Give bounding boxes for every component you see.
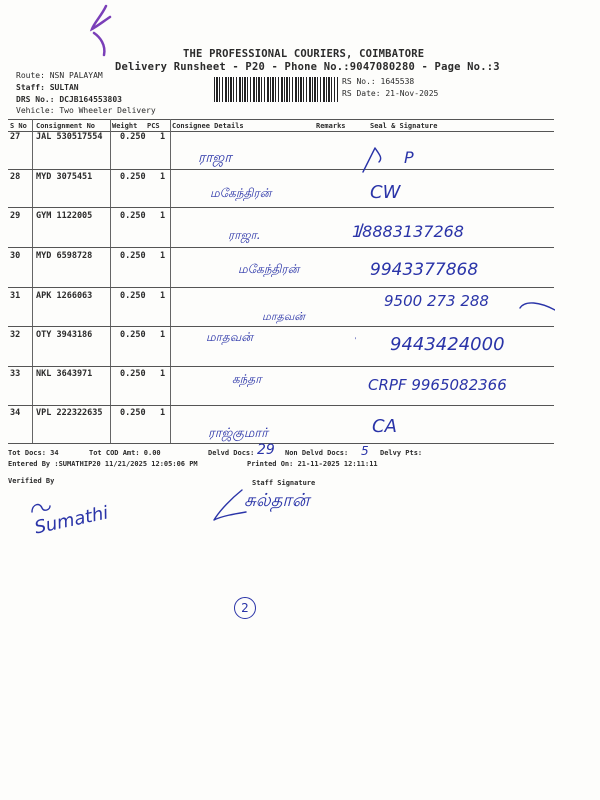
non-delivered-docs-label: Non Delvd Docs: [285,449,349,457]
handwritten-phone: 9500 273 288 [384,292,489,310]
handwritten-signature: CW [370,182,401,203]
verified-by-signature: Sumathi [32,502,111,539]
entered-by: Entered By :SUMATHIP20 11/21/2025 12:05:06 PM [8,460,198,468]
delivered-docs-label: Delvd Docs: [208,449,255,457]
row-sno: 27 [10,132,21,142]
non-delivered-docs-value: 5 [361,444,369,458]
runsheet-subtitle: Delivery Runsheet - P20 - Phone No.:9047080280 - Page No.:3 [115,61,500,73]
rs-number: RS No.: 1645538 [342,77,415,86]
handwritten-phone: 18883137268 [352,222,464,241]
handwritten-consignee: ராஜா [198,150,232,166]
drs-number: DRS No.: DCJB164553803 [16,95,122,104]
row-sno: 33 [10,369,21,379]
col-header-consignment: Consignment No [36,122,96,130]
handwritten-signature: CA [372,416,397,437]
col-header-weight: Weight [112,122,138,130]
handwritten-consignee: ராஜா. [228,228,261,242]
row-pcs: 1 [160,132,166,142]
handwritten-phone: CRPF 9965082366 [368,376,507,394]
col-header-pcs: PCS [147,122,160,130]
row-sno: 32 [10,330,21,340]
row-consignment: GYM 1122005 [36,211,93,221]
row-sno: 30 [10,251,21,261]
handwritten-consignee: மகேந்திரன் [238,262,300,276]
col-header-remarks: Remarks [316,122,346,130]
vehicle-label: Vehicle: Two Wheeler Delivery [16,106,156,115]
ink-strokes [355,140,555,440]
row-pcs: 1 [160,211,166,221]
row-consignment: APK 1266063 [36,291,93,301]
row-consignment: MYD 3075451 [36,172,93,182]
col-header-sno: S No [10,122,27,130]
total-cod: Tot COD Amt: 0.00 [89,449,161,457]
row-consignment: VPL 222322635 [36,408,103,418]
col-header-consignee: Consignee Details [172,122,244,130]
barcode [214,77,338,102]
pen-scribble-mark [84,3,124,59]
handwritten-phone: 9943377868 [370,260,479,280]
row-pcs: 1 [160,172,166,182]
rs-date: RS Date: 21-Nov-2025 [342,89,439,98]
row-pcs: 1 [160,408,166,418]
row-weight: 0.250 [120,408,146,418]
staff-label: Staff: SULTAN [16,83,79,92]
handwritten-consignee: ராஜ்குமார் [208,426,268,441]
row-weight: 0.250 [120,211,146,221]
row-consignment: MYD 6598728 [36,251,93,261]
row-sno: 29 [10,211,21,221]
total-docs: Tot Docs: 34 [8,449,59,457]
row-weight: 0.250 [120,291,146,301]
handwritten-phone: 9443424000 [390,334,505,355]
handwritten-consignee: மாதவன் [206,330,253,344]
col-header-seal: Seal & Signature [370,122,438,130]
circled-mark: 2 [234,597,256,619]
staff-signature-label: Staff Signature [252,479,316,487]
delivery-points-label: Delvy Pts: [380,449,423,457]
row-pcs: 1 [160,291,166,301]
delivered-docs-value: 29 [257,442,275,458]
row-weight: 0.250 [120,330,146,340]
company-title: THE PROFESSIONAL COURIERS, COIMBATORE [183,48,425,60]
staff-signature-stroke [212,486,248,522]
verified-by-label: Verified By [8,477,55,485]
row-sno: 31 [10,291,21,301]
row-consignment: NKL 3643971 [36,369,93,379]
printed-on: Printed On: 21-11-2025 12:11:11 [247,460,378,468]
row-sno: 28 [10,172,21,182]
handwritten-consignee: மகேந்திரன் [210,186,272,200]
row-pcs: 1 [160,330,166,340]
handwritten-signature: P [404,148,414,167]
row-weight: 0.250 [120,132,146,142]
row-weight: 0.250 [120,172,146,182]
handwritten-consignee: மாதவன் [262,310,305,323]
row-sno: 34 [10,408,21,418]
row-pcs: 1 [160,251,166,261]
row-consignment: JAL 530517554 [36,132,103,142]
row-pcs: 1 [160,369,166,379]
row-consignment: OTY 3943186 [36,330,93,340]
row-weight: 0.250 [120,251,146,261]
row-weight: 0.250 [120,369,146,379]
route-label: Route: NSN PALAYAM [16,71,103,80]
staff-signature: சுல்தான் [244,490,310,511]
handwritten-consignee: கந்தா [232,372,262,386]
